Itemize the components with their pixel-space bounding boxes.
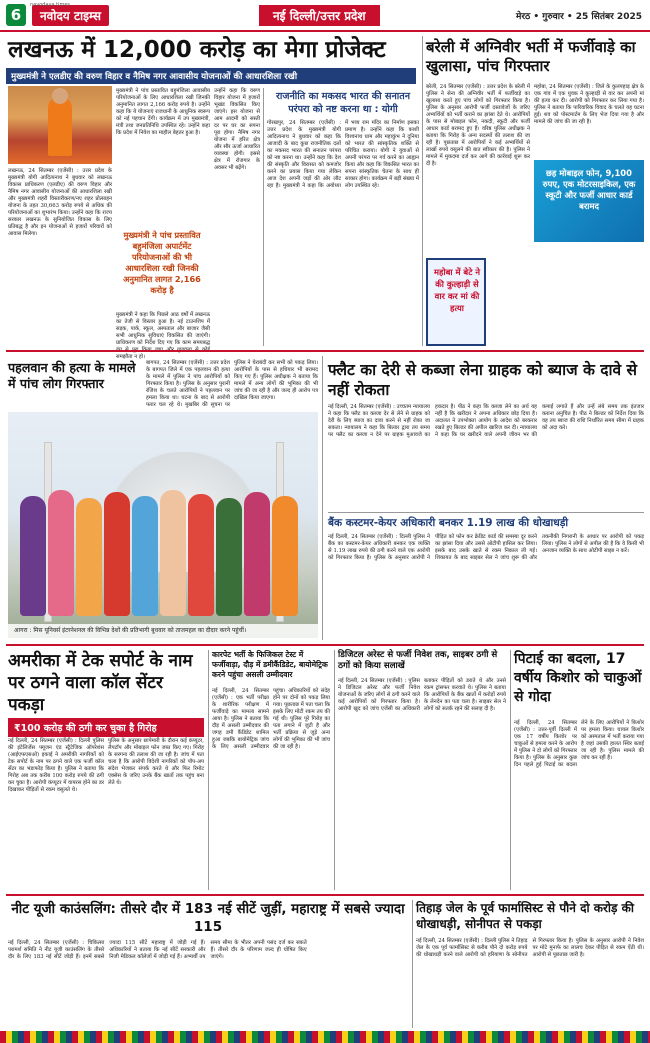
brand-logo: नवोदय टाइम्स xyxy=(32,5,109,26)
participant xyxy=(104,492,130,616)
lucknow-body-2: मुख्यमंत्री ने पांच प्रस्तावित बहुमंजिला आवासीय परियोजनाओं के लिए आधारशिला रखी जिनकी अनुमानित लागत 2,166 करोड़ रुपये है। उन्होंने कहा कि ये योजनाएं राजधानी के आधुनिक स्वरूप को नई पहचान देंगी। कार्यक्रम में उप मुख्यमंत्री, मंत्री तथा जनप्रतिनिधि उपस्थित रहे। उन्होंने कहा कि प्रदेश में निवेश का माहौल बेहतर हुआ है। xyxy=(116,88,210,136)
participant xyxy=(48,490,74,616)
section-divider xyxy=(6,894,644,896)
yogi-body: गोरखपुर, 24 सितम्बर (एजेंसी) : उत्तर प्रदेश के मुख्यमंत्री योगी आदित्यनाथ ने बुधवार को कहा कि आजादी के बाद कुछ राजनीतिक दलों का मकसद भारत की सनातन परंपरा को नष्ट करना था। उन्होंने कहा कि देश की संस्कृति और विरासत को कमजोर करने का प्रयास किया गया लेकिन आज देश अपनी जड़ों की ओर लौट रहा है। मुख्यमंत्री ने कहा कि अयोध्या में भव्य राम मंदिर का निर्माण इसका प्रमाण है। उन्होंने कहा कि काशी विश्वनाथ धाम और महाकुंभ ने दुनिया को भारत की सांस्कृतिक शक्ति से परिचित कराया। योगी ने युवाओं से अपनी परंपरा पर गर्व करने का आह्वान किया और कहा कि विकसित भारत का सपना सांस्कृतिक चेतना के साथ ही साकार होगा। कार्यक्रम में बड़ी संख्या में लोग उपस्थित रहे। xyxy=(267,120,419,189)
agniveer-headline: बरेली में अग्निवीर भर्ती में फर्जीवाड़े का खुलासा, पांच गिरफ्तार xyxy=(426,38,636,75)
participant xyxy=(244,492,270,616)
column-divider xyxy=(322,356,323,640)
lucknow-body-1: लखनऊ, 24 सितम्बर (एजेंसी) : उत्तर प्रदेश के मुख्यमंत्री योगी आदित्यनाथ ने बुधवार को लखनऊ विकास प्राधिकरण (एलडीए) की वरुण विहार और नैमिष नगर आवासीय योजनाओं की आधारशिला रखी और मुख्यमंत्री शहरी विस्तारीकरण/नए शहर प्रोत्साहन योजना के तहत 30,663 करोड़ रुपये से अधिक की परियोजनाओं का शुभारंभ किया। उन्होंने कहा कि राज्य सरकार लखनऊ के सुनियोजित विकास के लिए प्रतिबद्ध है और इन योजनाओं से हजारों परिवारों को आवास मिलेगा। xyxy=(8,168,112,237)
taj-photo-caption: आगरा : मिस यूनिवर्स इंटरनेशनल की विभिन्न देशों की प्रतिभागी बुधवार को ताजमहल का दीदार करने पहुंचीं। xyxy=(8,624,318,638)
agniveer-callout-box xyxy=(534,160,644,242)
pitai-headline: पिटाई का बदला, 17 वर्षीय किशोर को चाकुओं से गोदा xyxy=(514,651,642,705)
america-headline: अमरीका में टेक सपोर्ट के नाम पर ठगने वाला कॉल सेंटर पकड़ा xyxy=(8,651,193,715)
agniveer-body-continued xyxy=(490,258,644,346)
digital-body: नई दिल्ली, 24 सितम्बर (एजेंसी) : पुलिस ने डिजिटल अरेस्ट और फर्जी निवेश योजनाओं के जरिए लोगों से ठगी करने वाले कई आरोपियों को गिरफ्तार किया है। आरोपी खुद को जांच एजेंसी का अधिकारी बताकर पीड़ितों को डराते थे और उनसे रकम ट्रांसफर करवाते थे। पुलिस ने बताया कि आरोपियों के बैंक खातों में करोड़ों रुपये के लेनदेन का पता चला है। साइबर सेल ने लोगों को सतर्क रहने की सलाह दी है। xyxy=(338,678,506,712)
taj-photo xyxy=(8,412,318,638)
lucknow-body-3: मुख्यमंत्री ने कहा कि पिछले आठ वर्षों में लखनऊ का तेजी से विस्तार हुआ है। नई टाउनशिप में सड़क, पार्क, स्कूल, अस्पताल और बाजार जैसी सभी आधुनिक सुविधाएं विकसित की जाएंगी। प्राधिकरण को निर्देश दिए गए कि काम समयबद्ध समझौता न हो। xyxy=(116,312,210,360)
participant xyxy=(272,496,298,616)
participant xyxy=(20,496,46,616)
carpet-headline: कारपेट भर्ती के फिजिकल टेस्ट में फर्जीवाड़ा, दौड़ में डमीकैंडिडेट, बायोमेट्रिक करने पहुंचा असली उम्मीदवार xyxy=(212,650,328,679)
agniveer-callout: छह मोबाइल फोन, 9,100 रुपए, एक मोटरसाइकिल, एक स्कूटी और फर्जी आधार कार्ड बरामद xyxy=(542,168,636,211)
cm-head xyxy=(52,88,68,104)
participant xyxy=(160,490,186,616)
participant xyxy=(132,496,158,616)
participant xyxy=(216,498,242,616)
bank-headline: बैंक कस्टमर-केयर अधिकारी बनकर 1.19 लाख की धोखाधड़ी xyxy=(328,517,569,529)
pitai-body: नई दिल्ली, 24 सितम्बर (एजेंसी) : उत्तर-पूर्वी दिल्ली में एक 17 वर्षीय किशोर पर चाकुओं से हमला करने के आरोप में पुलिस ने दो लोगों को गिरफ्तार किया है। पुलिस के अनुसार कुछ दिन पहले हुई पिटाई का बदला लेने के लिए आरोपियों ने किशोर पर हमला किया। घायल किशोर को अस्पताल में भर्ती कराया गया है जहां उसकी हालत स्थिर बताई जा रही है। पुलिस मामले की जांच कर रही है। xyxy=(514,720,644,768)
section-divider xyxy=(6,644,644,646)
cm-photo xyxy=(8,86,112,164)
section-divider xyxy=(6,350,644,352)
column-divider xyxy=(334,650,335,890)
america-strip: ₹100 करोड़ की ठगी कर चुका है गिरोह xyxy=(8,718,204,737)
masthead xyxy=(0,0,650,30)
america-body-2: पुलिस के अनुसार छापेमारी के दौरान कई कंप्यूटर, लैपटॉप और मोबाइल फोन जब्त किए गए। गिरोह के सरगना की तलाश की जा रही है। जांच में पता चला है कि आरोपी विदेशी नागरिकों को पॉप-अप संदेश भेजकर संपर्क करते थे और फिर रिमोट एक्सेस के जरिए उनके बैंक खातों तक पहुंच बना लेते थे। xyxy=(108,738,204,786)
lucknow-body-4: उन्होंने कहा कि वरुण विहार योजना में हजारों भूखंड विकसित किए जाएंगे। इस योजना से आम आदमी को सस्ती दर पर घर का सपना पूरा होगा। नैमिष नगर योजना में हरित क्षेत्र और सौर ऊर्जा आधारित व्यवस्था होगी। इससे क्षेत्र में रोजगार के अवसर भी बढ़ेंगे। xyxy=(214,88,260,171)
tihar-headline: तिहाड़ जेल के पूर्व फार्मासिस्ट से पौने दो करोड़ की धोखाधड़ी, सोनीपत से पकड़ा xyxy=(416,901,634,931)
masthead-rule xyxy=(0,30,650,32)
region-label: नई दिल्ली/उत्तर प्रदेश xyxy=(259,5,380,26)
flat-headline: फ्लैट का देरी से कब्जा लेना ग्राहक को ब्याज के दावे से नहीं रोकता xyxy=(328,361,638,399)
kuldahi-body: महोबा, 24 सितम्बर (एजेंसी) : जिले के कुलपहाड़ क्षेत्र के एक गांव में एक युवक ने कुल्हाड़ी से वार कर अपनी मां की हत्या कर दी। आरोपी को गिरफ्तार कर लिया गया है। पुलिस ने बताया कि पारिवारिक विवाद के चलते यह घटना हुई। शव को पोस्टमार्टम के लिए भेज दिया गया है और मामले की जांच की जा रही है। xyxy=(534,84,644,125)
kuldahi-callout: महोबा में बेटे ने की कुल्हाड़ी से वार कर मां की हत्या xyxy=(434,267,480,313)
bank-body: नई दिल्ली, 24 सितम्बर (एजेंसी) : दिल्ली पुलिस ने बैंक का कस्टमर-केयर अधिकारी बनकर एक व्यक्ति से 1.19 लाख रुपये की ठगी करने वाले एक आरोपी को गिरफ्तार किया है। पुलिस के अनुसार आरोपी ने पीड़ित को फोन कर क्रेडिट कार्ड की समस्या दूर करने का झांसा दिया और उससे ओटीपी हासिल कर लिया। इसके बाद उसके खाते से रकम निकाल ली गई। शिकायत के बाद साइबर सेल ने जांच शुरू की और तकनीकी निगरानी के आधार पर आरोपी को पकड़ लिया। पुलिस ने लोगों से अपील की है कि वे किसी भी अनजान व्यक्ति के साथ ओटीपी साझा न करें। xyxy=(328,534,644,561)
masthead-tagline: navodaya times xyxy=(30,2,71,8)
pahalwan-body: बागपत, 24 सितम्बर (एजेंसी) : उत्तर प्रदेश के बागपत जिले में एक पहलवान की हत्या के मामले में पुलिस ने पांच आरोपियों को गिरफ्तार किया है। पुलिस के अनुसार पुरानी रंजिश के चलते आरोपियों ने पहलवान पर हमला किया था। घटना के बाद से आरोपी फरार चल रहे थे। मुखबिर की सूचना पर पुलिस ने घेराबंदी कर सभी को पकड़ लिया। आरोपियों के पास से हथियार भी बरामद किए गए हैं। पुलिस अधीक्षक ने बताया कि मामले में अन्य लोगों की भूमिका की भी जांच की जा रही है और जल्द ही आरोप पत्र दाखिल किया जाएगा। xyxy=(146,360,318,408)
column-divider xyxy=(263,88,264,346)
flat-body: नई दिल्ली, 24 सितम्बर (एजेंसी) : उच्चतम न्यायालय ने कहा कि फ्लैट का कब्जा देर से लेने से ग्राहक को देरी के लिए ब्याज का दावा करने से नहीं रोका जा सकता। न्यायालय ने कहा कि बिल्डर द्वारा तय समय पर फ्लैट का कब्जा न देने पर ग्राहक मुआवजे का हकदार है। पीठ ने कहा कि कब्जा लेने का अर्थ यह नहीं है कि खरीदार ने अपना अधिकार छोड़ दिया है। अदालत ने उपभोक्ता आयोग के आदेश को बरकरार रखते हुए बिल्डर की अपील खारिज कर दी। न्यायालय ने कहा कि घर खरीदने वाले अपनी जीवन भर की कमाई लगाते हैं और उन्हें लंबे समय तक इंतजार कराना अनुचित है। पीठ ने बिल्डर को निर्देश दिया कि वह तय ब्याज की राशि निर्धारित समय सीमा में ग्राहक को अदा करे। xyxy=(328,404,644,438)
yogi-headline: राजनीति का मकसद भारत की सनातन परंपरा को नष्ट करना था : योगी xyxy=(275,91,411,115)
pahalwan-headline: पहलवान की हत्या के मामले में पांच लोग गिरफ्तार xyxy=(8,360,136,391)
column-divider xyxy=(510,650,511,890)
footer-color-bar xyxy=(0,1031,650,1043)
participant xyxy=(188,494,214,616)
section-divider xyxy=(328,512,644,513)
america-body-1: नई दिल्ली, 24 सितम्बर (एजेंसी) : दिल्ली पुलिस की इंटेलिजेंस फ्यूजन एंड स्ट्रैटेजिक ऑपरेशंस (आईएफएसओ) इकाई ने अमरीकी नागरिकों को टेक सपोर्ट के नाम पर ठगने वाले एक फर्जी कॉल सेंटर का भंडाफोड़ किया है। पुलिस ने बताया कि गिरोह अब तक करीब 100 करोड़ रुपये की ठगी कर चुका है। आरोपी कंप्यूटर में वायरस होने का डर दिखाकर पीड़ितों से रकम वसूलते थे। xyxy=(8,738,104,793)
tihar-body: नई दिल्ली, 24 सितम्बर (एजेंसी) : दिल्ली पुलिस ने तिहाड़ जेल के एक पूर्व फार्मासिस्ट से करीब पौने दो करोड़ रुपये की धोखाधड़ी करने वाले आरोपी को हरियाणा के सोनीपत से गिरफ्तार किया है। पुलिस के अनुसार आरोपी ने निवेश पर मोटे मुनाफे का लालच देकर पीड़ित से रकम ऐंठी थी। आरोपी से पूछताछ जारी है। xyxy=(416,938,644,958)
lucknow-sub-banner: मुख्यमंत्री ने एलडीए की वरुण विहार व नैमिष नगर आवासीय योजनाओं की आधारशिला रखी xyxy=(6,68,416,84)
participant xyxy=(76,498,102,616)
neet-headline: नीट यूजी काउंसलिंग: तीसरे दौर में 183 नई सीटें जुड़ीं, महाराष्ट्र में सबसे ज्यादा 115 xyxy=(11,901,405,935)
page-number: 6 xyxy=(6,4,26,26)
neet-body: नई दिल्ली, 24 सितम्बर (एजेंसी) : चिकित्सा परामर्श समिति ने नीट यूजी काउंसलिंग के तीसरे दौर के लिए 183 नई सीटें जोड़ी हैं। इनमें सबसे ज्यादा 115 सीटें महाराष्ट्र में जोड़ी गई हैं। अधिकारियों ने बताया कि नई सीटें सरकारी और निजी मेडिकल कॉलेजों में जोड़ी गई हैं। अभ्यर्थी तय समय सीमा के भीतर अपनी पसंद दर्ज कर सकते हैं। तीसरे दौर के परिणाम जल्द ही घोषित किए जाएंगे। xyxy=(8,940,307,960)
dateline: मेरठ • गुरुवार • 25 सितंबर 2025 xyxy=(515,11,642,22)
cm-figure xyxy=(48,96,72,156)
kuldahi-callout-box xyxy=(426,258,486,346)
agniveer-body: बरेली, 24 सितम्बर (एजेंसी) : उत्तर प्रदेश के बरेली में पुलिस ने सेना की अग्निवीर भर्ती में फर्जीवाड़े का खुलासा करते हुए पांच लोगों को गिरफ्तार किया है। पुलिस के अनुसार आरोपी फर्जी दस्तावेजों के जरिए अभ्यर्थियों को भर्ती कराने का झांसा देते थे। आरोपियों के पास से मोबाइल फोन, नकदी, स्कूटी और फर्जी आधार कार्ड बरामद हुए हैं। वरिष्ठ पुलिस अधीक्षक ने बताया कि गिरोह के अन्य सदस्यों की तलाश की जा रही है। पूछताछ में आरोपियों ने कई अभ्यर्थियों से लाखों रुपये वसूलने की बात स्वीकार की है। पुलिस ने मामले में मुकदमा दर्ज कर आगे की कार्रवाई शुरू कर दी है। xyxy=(426,84,530,167)
column-divider xyxy=(208,650,209,890)
carpet-body: नई दिल्ली, 24 सितम्बर (एजेंसी) : एक भर्ती परीक्षा के शारीरिक परीक्षण में फर्जीवाड़े का मामला सामने आया है। पुलिस ने बताया कि दौड़ में असली उम्मीदवार की जगह डमी कैंडिडेट शामिल हुआ जबकि बायोमेट्रिक जांच के लिए असली उम्मीदवार पहुंचा। अधिकारियों को संदेह होने पर दोनों को पकड़ लिया गया। पूछताछ में पता चला कि इसके लिए मोटी रकम तय की गई थी। पुलिस पूरे गिरोह का पता लगाने में जुटी है और भर्ती प्रक्रिया से जुड़े अन्य लोगों की भूमिका की भी जांच की जा रही है। xyxy=(212,688,331,750)
lucknow-headline: लखनऊ में 12,000 करोड़ का मेगा प्रोजेक्ट xyxy=(8,37,386,63)
lucknow-callout: मुख्यमंत्री ने पांच प्रस्तावित बहुमंजिला अपार्टमेंट परियोजनाओं की भी आधारशिला रखी जिनकी अनुमानित लागत 2,166 करोड़ है xyxy=(123,230,201,295)
column-divider xyxy=(422,36,423,346)
column-divider xyxy=(412,900,413,1028)
digital-headline: डिजिटल अरेस्ट से फर्जी निवेश तक, साइबर ठगी से ठगों को किया सलाखें xyxy=(338,650,498,671)
